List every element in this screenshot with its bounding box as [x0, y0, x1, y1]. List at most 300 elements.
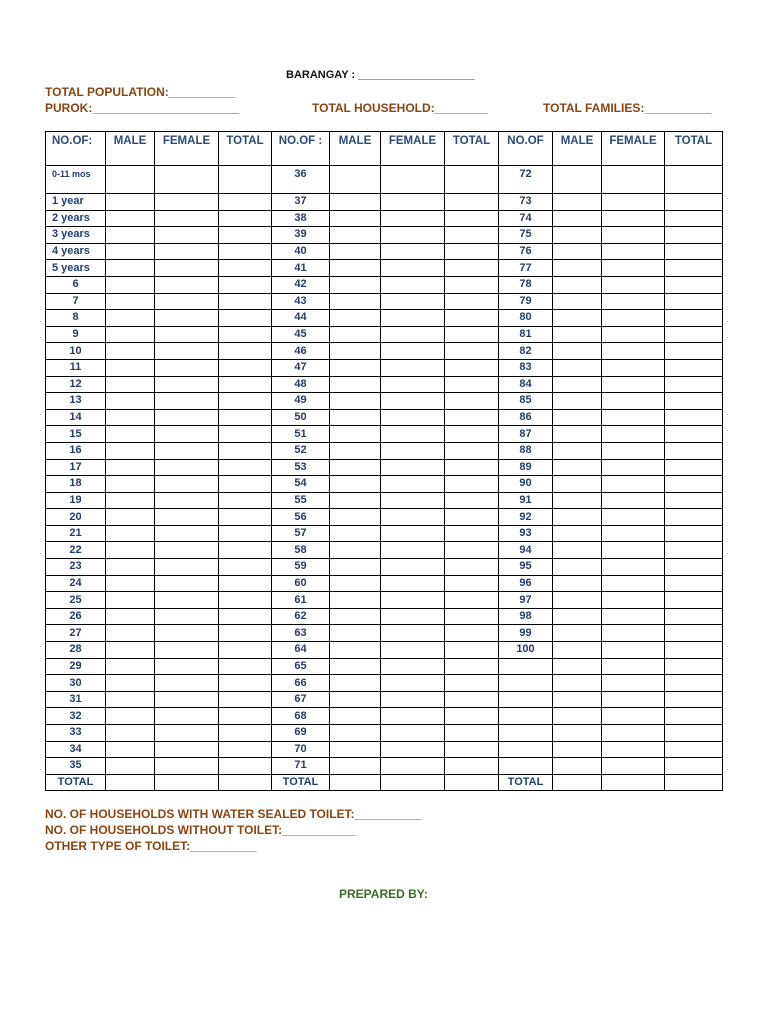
- count-cell[interactable]: [155, 691, 219, 708]
- count-cell[interactable]: [602, 476, 665, 493]
- count-cell[interactable]: [553, 276, 602, 293]
- count-cell[interactable]: [602, 276, 665, 293]
- count-cell[interactable]: [445, 459, 499, 476]
- count-cell[interactable]: [381, 559, 445, 576]
- count-cell[interactable]: [106, 525, 155, 542]
- count-cell[interactable]: [381, 227, 445, 244]
- count-cell[interactable]: [553, 575, 602, 592]
- count-cell[interactable]: [381, 276, 445, 293]
- count-cell[interactable]: [219, 758, 272, 775]
- count-cell[interactable]: [553, 625, 602, 642]
- count-cell[interactable]: [155, 642, 219, 659]
- count-cell[interactable]: [665, 625, 723, 642]
- count-cell[interactable]: [219, 426, 272, 443]
- count-cell[interactable]: [155, 243, 219, 260]
- count-cell[interactable]: [602, 642, 665, 659]
- count-cell[interactable]: [381, 525, 445, 542]
- count-cell[interactable]: [381, 359, 445, 376]
- count-cell[interactable]: [553, 343, 602, 360]
- count-cell[interactable]: [106, 725, 155, 742]
- count-cell[interactable]: [553, 741, 602, 758]
- count-cell[interactable]: [602, 393, 665, 410]
- count-cell[interactable]: [219, 774, 272, 791]
- count-cell[interactable]: [553, 426, 602, 443]
- count-cell[interactable]: [106, 393, 155, 410]
- count-cell[interactable]: [445, 227, 499, 244]
- count-cell[interactable]: [445, 376, 499, 393]
- count-cell[interactable]: [665, 210, 723, 227]
- count-cell[interactable]: [155, 194, 219, 211]
- count-cell[interactable]: [155, 625, 219, 642]
- count-cell[interactable]: [553, 210, 602, 227]
- count-cell[interactable]: [219, 293, 272, 310]
- count-cell[interactable]: [381, 608, 445, 625]
- count-cell[interactable]: [155, 326, 219, 343]
- count-cell[interactable]: [330, 409, 381, 426]
- count-cell[interactable]: [445, 343, 499, 360]
- count-cell[interactable]: [381, 243, 445, 260]
- count-cell[interactable]: [155, 492, 219, 509]
- count-cell[interactable]: [665, 774, 723, 791]
- count-cell[interactable]: [665, 343, 723, 360]
- count-cell[interactable]: [553, 608, 602, 625]
- count-cell[interactable]: [381, 476, 445, 493]
- count-cell[interactable]: [106, 459, 155, 476]
- count-cell[interactable]: [155, 725, 219, 742]
- count-cell[interactable]: [155, 260, 219, 277]
- count-cell[interactable]: [381, 393, 445, 410]
- count-cell[interactable]: [381, 675, 445, 692]
- count-cell[interactable]: [445, 476, 499, 493]
- count-cell[interactable]: [665, 326, 723, 343]
- count-cell[interactable]: [445, 774, 499, 791]
- count-cell[interactable]: [445, 542, 499, 559]
- count-cell[interactable]: [445, 691, 499, 708]
- count-cell[interactable]: [219, 658, 272, 675]
- count-cell[interactable]: [445, 210, 499, 227]
- count-cell[interactable]: [553, 675, 602, 692]
- count-cell[interactable]: [665, 658, 723, 675]
- count-cell[interactable]: [219, 276, 272, 293]
- count-cell[interactable]: [602, 343, 665, 360]
- count-cell[interactable]: [553, 376, 602, 393]
- count-cell[interactable]: [330, 376, 381, 393]
- count-cell[interactable]: [445, 741, 499, 758]
- count-cell[interactable]: [330, 525, 381, 542]
- count-cell[interactable]: [381, 642, 445, 659]
- count-cell[interactable]: [602, 725, 665, 742]
- count-cell[interactable]: [106, 658, 155, 675]
- count-cell[interactable]: [665, 376, 723, 393]
- count-cell[interactable]: [665, 708, 723, 725]
- count-cell[interactable]: [106, 343, 155, 360]
- count-cell[interactable]: [665, 592, 723, 609]
- count-cell[interactable]: [553, 725, 602, 742]
- count-cell[interactable]: [602, 459, 665, 476]
- count-cell[interactable]: [330, 708, 381, 725]
- count-cell[interactable]: [106, 476, 155, 493]
- count-cell[interactable]: [330, 310, 381, 327]
- count-cell[interactable]: [219, 608, 272, 625]
- count-cell[interactable]: [330, 691, 381, 708]
- count-cell[interactable]: [445, 708, 499, 725]
- count-cell[interactable]: [330, 359, 381, 376]
- count-cell[interactable]: [155, 592, 219, 609]
- count-cell[interactable]: [445, 409, 499, 426]
- count-cell[interactable]: [381, 293, 445, 310]
- count-cell[interactable]: [219, 459, 272, 476]
- count-cell[interactable]: [106, 608, 155, 625]
- count-cell[interactable]: [665, 509, 723, 526]
- count-cell[interactable]: [330, 542, 381, 559]
- count-cell[interactable]: [553, 642, 602, 659]
- count-cell[interactable]: [553, 509, 602, 526]
- count-cell[interactable]: [665, 608, 723, 625]
- count-cell[interactable]: [445, 260, 499, 277]
- count-cell[interactable]: [553, 492, 602, 509]
- count-cell[interactable]: [445, 442, 499, 459]
- count-cell[interactable]: [553, 227, 602, 244]
- count-cell[interactable]: [155, 509, 219, 526]
- count-cell[interactable]: [381, 409, 445, 426]
- count-cell[interactable]: [665, 542, 723, 559]
- count-cell[interactable]: [602, 376, 665, 393]
- count-cell[interactable]: [155, 741, 219, 758]
- count-cell[interactable]: [381, 625, 445, 642]
- count-cell[interactable]: [381, 326, 445, 343]
- count-cell[interactable]: [553, 359, 602, 376]
- count-cell[interactable]: [330, 625, 381, 642]
- count-cell[interactable]: [155, 708, 219, 725]
- count-cell[interactable]: [330, 774, 381, 791]
- count-cell[interactable]: [330, 426, 381, 443]
- count-cell[interactable]: [665, 243, 723, 260]
- count-cell[interactable]: [381, 592, 445, 609]
- count-cell[interactable]: [553, 166, 602, 194]
- count-cell[interactable]: [330, 492, 381, 509]
- count-cell[interactable]: [219, 376, 272, 393]
- count-cell[interactable]: [445, 642, 499, 659]
- count-cell[interactable]: [106, 708, 155, 725]
- count-cell[interactable]: [665, 476, 723, 493]
- count-cell[interactable]: [330, 210, 381, 227]
- count-cell[interactable]: [155, 210, 219, 227]
- count-cell[interactable]: [553, 442, 602, 459]
- count-cell[interactable]: [219, 243, 272, 260]
- count-cell[interactable]: [665, 525, 723, 542]
- count-cell[interactable]: [330, 608, 381, 625]
- count-cell[interactable]: [445, 166, 499, 194]
- count-cell[interactable]: [381, 708, 445, 725]
- count-cell[interactable]: [106, 542, 155, 559]
- count-cell[interactable]: [665, 194, 723, 211]
- count-cell[interactable]: [155, 658, 219, 675]
- count-cell[interactable]: [445, 326, 499, 343]
- count-cell[interactable]: [330, 293, 381, 310]
- count-cell[interactable]: [330, 658, 381, 675]
- count-cell[interactable]: [106, 376, 155, 393]
- count-cell[interactable]: [553, 774, 602, 791]
- count-cell[interactable]: [155, 293, 219, 310]
- count-cell[interactable]: [445, 625, 499, 642]
- count-cell[interactable]: [665, 276, 723, 293]
- count-cell[interactable]: [602, 559, 665, 576]
- count-cell[interactable]: [665, 575, 723, 592]
- count-cell[interactable]: [381, 260, 445, 277]
- count-cell[interactable]: [106, 741, 155, 758]
- count-cell[interactable]: [553, 260, 602, 277]
- count-cell[interactable]: [445, 426, 499, 443]
- count-cell[interactable]: [219, 210, 272, 227]
- count-cell[interactable]: [219, 592, 272, 609]
- count-cell[interactable]: [445, 658, 499, 675]
- count-cell[interactable]: [553, 559, 602, 576]
- count-cell[interactable]: [155, 166, 219, 194]
- count-cell[interactable]: [381, 376, 445, 393]
- count-cell[interactable]: [602, 741, 665, 758]
- count-cell[interactable]: [602, 525, 665, 542]
- count-cell[interactable]: [445, 575, 499, 592]
- count-cell[interactable]: [155, 426, 219, 443]
- count-cell[interactable]: [602, 426, 665, 443]
- count-cell[interactable]: [106, 625, 155, 642]
- count-cell[interactable]: [602, 359, 665, 376]
- count-cell[interactable]: [381, 725, 445, 742]
- count-cell[interactable]: [330, 194, 381, 211]
- count-cell[interactable]: [381, 166, 445, 194]
- count-cell[interactable]: [381, 343, 445, 360]
- count-cell[interactable]: [602, 166, 665, 194]
- count-cell[interactable]: [330, 675, 381, 692]
- count-cell[interactable]: [106, 166, 155, 194]
- count-cell[interactable]: [155, 575, 219, 592]
- count-cell[interactable]: [106, 575, 155, 592]
- count-cell[interactable]: [665, 492, 723, 509]
- count-cell[interactable]: [665, 359, 723, 376]
- count-cell[interactable]: [219, 575, 272, 592]
- count-cell[interactable]: [330, 227, 381, 244]
- count-cell[interactable]: [330, 741, 381, 758]
- count-cell[interactable]: [381, 426, 445, 443]
- count-cell[interactable]: [445, 509, 499, 526]
- count-cell[interactable]: [155, 675, 219, 692]
- count-cell[interactable]: [106, 758, 155, 775]
- count-cell[interactable]: [330, 243, 381, 260]
- count-cell[interactable]: [445, 492, 499, 509]
- count-cell[interactable]: [602, 608, 665, 625]
- count-cell[interactable]: [106, 691, 155, 708]
- count-cell[interactable]: [665, 442, 723, 459]
- count-cell[interactable]: [330, 575, 381, 592]
- count-cell[interactable]: [445, 194, 499, 211]
- count-cell[interactable]: [381, 194, 445, 211]
- count-cell[interactable]: [330, 758, 381, 775]
- count-cell[interactable]: [602, 625, 665, 642]
- count-cell[interactable]: [553, 326, 602, 343]
- count-cell[interactable]: [602, 575, 665, 592]
- count-cell[interactable]: [106, 326, 155, 343]
- count-cell[interactable]: [602, 675, 665, 692]
- count-cell[interactable]: [330, 592, 381, 609]
- count-cell[interactable]: [106, 509, 155, 526]
- count-cell[interactable]: [330, 260, 381, 277]
- count-cell[interactable]: [106, 592, 155, 609]
- count-cell[interactable]: [602, 758, 665, 775]
- count-cell[interactable]: [445, 276, 499, 293]
- count-cell[interactable]: [381, 658, 445, 675]
- count-cell[interactable]: [106, 774, 155, 791]
- count-cell[interactable]: [553, 592, 602, 609]
- count-cell[interactable]: [155, 476, 219, 493]
- count-cell[interactable]: [155, 459, 219, 476]
- count-cell[interactable]: [553, 243, 602, 260]
- count-cell[interactable]: [106, 642, 155, 659]
- count-cell[interactable]: [155, 409, 219, 426]
- count-cell[interactable]: [381, 459, 445, 476]
- count-cell[interactable]: [553, 310, 602, 327]
- count-cell[interactable]: [155, 227, 219, 244]
- count-cell[interactable]: [553, 194, 602, 211]
- count-cell[interactable]: [602, 210, 665, 227]
- count-cell[interactable]: [219, 542, 272, 559]
- count-cell[interactable]: [665, 393, 723, 410]
- count-cell[interactable]: [155, 310, 219, 327]
- count-cell[interactable]: [445, 359, 499, 376]
- count-cell[interactable]: [553, 476, 602, 493]
- count-cell[interactable]: [381, 310, 445, 327]
- count-cell[interactable]: [155, 758, 219, 775]
- count-cell[interactable]: [665, 758, 723, 775]
- count-cell[interactable]: [445, 525, 499, 542]
- count-cell[interactable]: [553, 459, 602, 476]
- count-cell[interactable]: [602, 708, 665, 725]
- count-cell[interactable]: [219, 359, 272, 376]
- count-cell[interactable]: [381, 210, 445, 227]
- count-cell[interactable]: [330, 166, 381, 194]
- count-cell[interactable]: [219, 675, 272, 692]
- count-cell[interactable]: [330, 559, 381, 576]
- count-cell[interactable]: [219, 509, 272, 526]
- count-cell[interactable]: [155, 376, 219, 393]
- count-cell[interactable]: [553, 708, 602, 725]
- count-cell[interactable]: [330, 725, 381, 742]
- count-cell[interactable]: [330, 442, 381, 459]
- count-cell[interactable]: [602, 442, 665, 459]
- count-cell[interactable]: [602, 658, 665, 675]
- count-cell[interactable]: [553, 691, 602, 708]
- count-cell[interactable]: [155, 542, 219, 559]
- count-cell[interactable]: [219, 525, 272, 542]
- count-cell[interactable]: [665, 725, 723, 742]
- count-cell[interactable]: [602, 293, 665, 310]
- count-cell[interactable]: [381, 575, 445, 592]
- count-cell[interactable]: [445, 725, 499, 742]
- count-cell[interactable]: [665, 293, 723, 310]
- count-cell[interactable]: [219, 194, 272, 211]
- count-cell[interactable]: [106, 492, 155, 509]
- count-cell[interactable]: [330, 476, 381, 493]
- count-cell[interactable]: [106, 409, 155, 426]
- count-cell[interactable]: [553, 525, 602, 542]
- count-cell[interactable]: [602, 227, 665, 244]
- count-cell[interactable]: [602, 691, 665, 708]
- count-cell[interactable]: [106, 675, 155, 692]
- count-cell[interactable]: [445, 393, 499, 410]
- count-cell[interactable]: [665, 675, 723, 692]
- count-cell[interactable]: [445, 293, 499, 310]
- count-cell[interactable]: [330, 459, 381, 476]
- count-cell[interactable]: [381, 542, 445, 559]
- count-cell[interactable]: [665, 741, 723, 758]
- count-cell[interactable]: [665, 166, 723, 194]
- count-cell[interactable]: [219, 476, 272, 493]
- count-cell[interactable]: [445, 559, 499, 576]
- count-cell[interactable]: [219, 227, 272, 244]
- count-cell[interactable]: [665, 459, 723, 476]
- count-cell[interactable]: [219, 310, 272, 327]
- count-cell[interactable]: [553, 658, 602, 675]
- count-cell[interactable]: [106, 210, 155, 227]
- count-cell[interactable]: [445, 758, 499, 775]
- count-cell[interactable]: [106, 310, 155, 327]
- count-cell[interactable]: [445, 310, 499, 327]
- count-cell[interactable]: [155, 359, 219, 376]
- count-cell[interactable]: [330, 326, 381, 343]
- count-cell[interactable]: [553, 758, 602, 775]
- count-cell[interactable]: [219, 691, 272, 708]
- count-cell[interactable]: [106, 359, 155, 376]
- count-cell[interactable]: [665, 227, 723, 244]
- count-cell[interactable]: [553, 409, 602, 426]
- count-cell[interactable]: [330, 393, 381, 410]
- count-cell[interactable]: [219, 725, 272, 742]
- count-cell[interactable]: [106, 243, 155, 260]
- count-cell[interactable]: [219, 343, 272, 360]
- count-cell[interactable]: [330, 276, 381, 293]
- count-cell[interactable]: [155, 393, 219, 410]
- count-cell[interactable]: [665, 642, 723, 659]
- count-cell[interactable]: [665, 559, 723, 576]
- count-cell[interactable]: [602, 243, 665, 260]
- count-cell[interactable]: [219, 708, 272, 725]
- count-cell[interactable]: [602, 326, 665, 343]
- count-cell[interactable]: [381, 509, 445, 526]
- count-cell[interactable]: [602, 592, 665, 609]
- count-cell[interactable]: [665, 691, 723, 708]
- count-cell[interactable]: [155, 276, 219, 293]
- count-cell[interactable]: [553, 542, 602, 559]
- count-cell[interactable]: [381, 492, 445, 509]
- count-cell[interactable]: [106, 426, 155, 443]
- count-cell[interactable]: [219, 393, 272, 410]
- count-cell[interactable]: [602, 260, 665, 277]
- count-cell[interactable]: [155, 525, 219, 542]
- count-cell[interactable]: [219, 642, 272, 659]
- count-cell[interactable]: [445, 243, 499, 260]
- count-cell[interactable]: [665, 260, 723, 277]
- count-cell[interactable]: [330, 343, 381, 360]
- count-cell[interactable]: [155, 559, 219, 576]
- count-cell[interactable]: [445, 608, 499, 625]
- count-cell[interactable]: [602, 509, 665, 526]
- count-cell[interactable]: [219, 741, 272, 758]
- count-cell[interactable]: [445, 592, 499, 609]
- count-cell[interactable]: [381, 774, 445, 791]
- count-cell[interactable]: [665, 426, 723, 443]
- count-cell[interactable]: [602, 492, 665, 509]
- count-cell[interactable]: [106, 276, 155, 293]
- count-cell[interactable]: [445, 675, 499, 692]
